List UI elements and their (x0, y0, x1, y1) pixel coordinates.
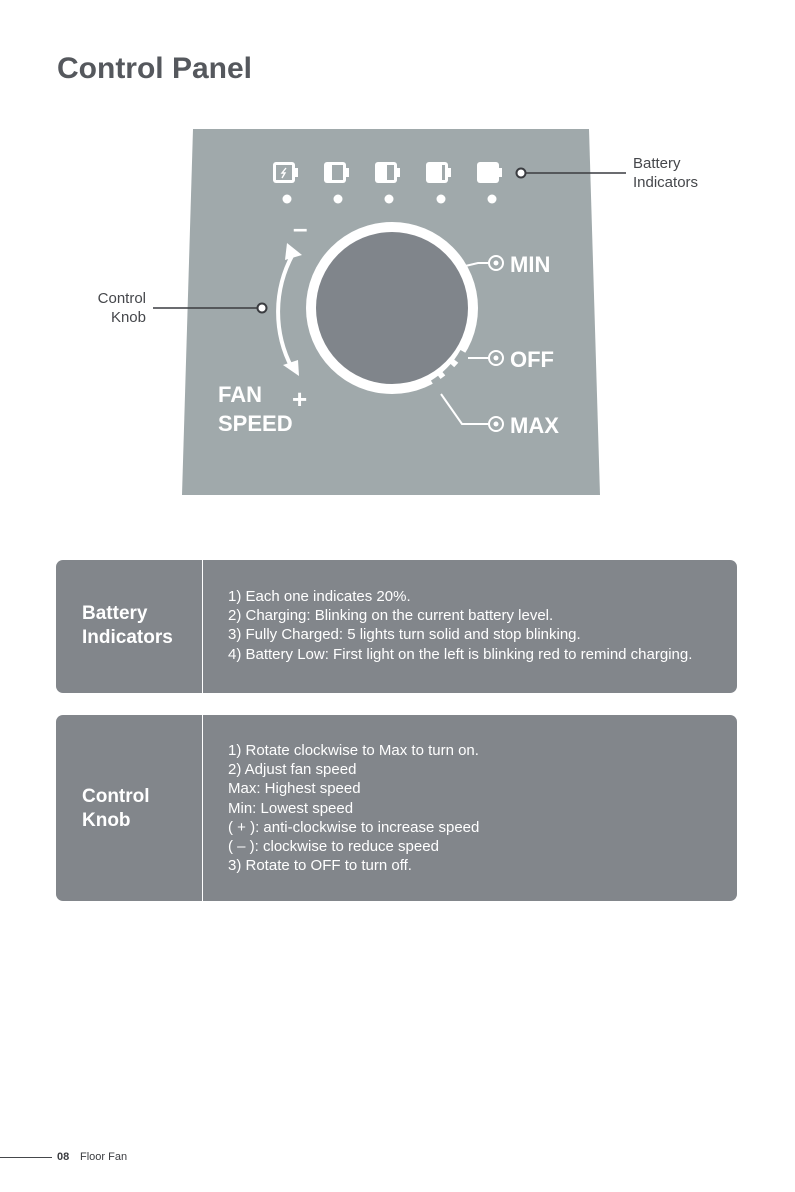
footer-rule (0, 1157, 52, 1158)
knob-heading-line-2: Knob (82, 810, 131, 831)
off-label: OFF (510, 347, 554, 372)
knob-line-3: Max: Highest speed (228, 780, 361, 798)
battery-card-body (228, 587, 692, 664)
knob-card-body (228, 741, 479, 875)
battery-light-2 (334, 195, 343, 204)
knob-line-4: Min: Lowest speed (228, 799, 354, 817)
battery-icon-4 (426, 162, 451, 183)
battery-indicators-callout (633, 154, 698, 192)
knob-line-2: 2) Adjust fan speed (228, 761, 357, 779)
control-knob (306, 222, 478, 394)
fan-speed-label-line1: FAN (218, 382, 262, 407)
battery-light-3 (385, 195, 394, 204)
knob-callout-dot (258, 304, 267, 313)
battery-light-5 (488, 195, 497, 204)
max-label: MAX (510, 413, 559, 438)
battery-callout-line-1: Battery (633, 155, 681, 172)
fan-speed-label-line2: SPEED (218, 411, 293, 436)
control-knob-card (56, 715, 737, 901)
control-knob-callout (60, 289, 146, 327)
battery-light-4 (437, 195, 446, 204)
knob-card-heading (56, 715, 203, 901)
battery-heading-line-2: Indicators (82, 627, 173, 648)
battery-icon-2 (324, 162, 349, 183)
knob-face (316, 232, 468, 384)
battery-card-heading (56, 560, 203, 693)
knob-callout-line-2: Knob (110, 309, 146, 326)
knob-line-1: 1) Rotate clockwise to Max to turn on. (228, 742, 479, 759)
battery-icon-3 (375, 162, 400, 183)
min-label: MIN (510, 252, 551, 277)
minus-label: – (293, 213, 308, 243)
knob-line-5: ( + ): anti-clockwise to increase speed (228, 818, 480, 836)
knob-line-7: 3) Rotate to OFF to turn off. (228, 857, 412, 875)
page-number: 08 (57, 1151, 70, 1163)
battery-line-2: 2) Charging: Blinking on the current battery level. (228, 607, 554, 625)
knob-callout-line-1: Control (97, 290, 146, 307)
battery-line-3: 3) Fully Charged: 5 lights turn solid and stop blinking. (228, 626, 581, 644)
page-title: Control Panel (57, 52, 253, 85)
battery-callout-dot (517, 169, 526, 178)
knob-line-6: ( – ): clockwise to reduce speed (228, 838, 439, 856)
battery-heading-line-1: Battery (82, 603, 148, 624)
knob-heading-line-1: Control (82, 786, 150, 807)
battery-icon-5 (477, 162, 502, 183)
battery-indicators-card (56, 560, 737, 693)
footer-product-name: Floor Fan (80, 1151, 128, 1163)
battery-callout-line-2: Indicators (633, 174, 699, 191)
battery-icon-1 (273, 162, 298, 183)
plus-label: + (292, 384, 308, 414)
battery-light-1 (283, 195, 292, 204)
battery-line-1: 1) Each one indicates 20%. (228, 588, 411, 605)
battery-line-4: 4) Battery Low: First light on the left is blinking red to remind charging. (228, 645, 693, 663)
